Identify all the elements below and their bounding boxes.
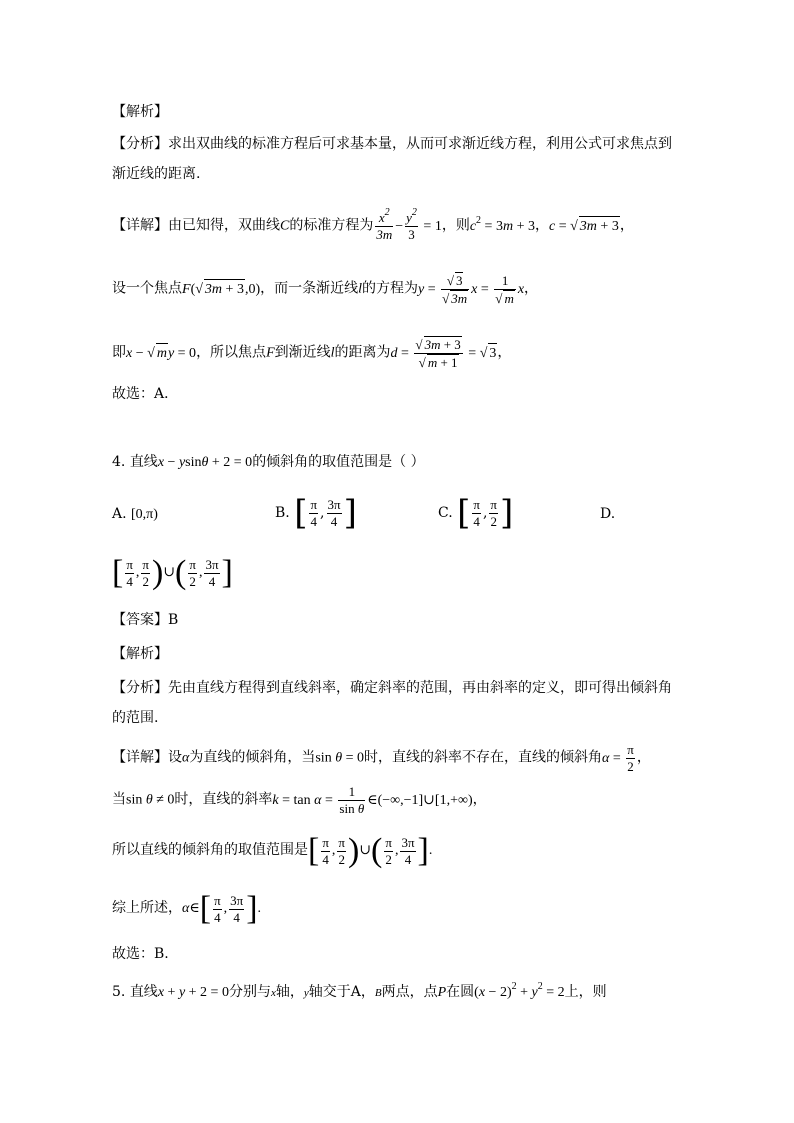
analysis-tag: 【解析】 xyxy=(112,104,168,120)
q4-detail-3: 所以直线的倾斜角的取值范围是[ $\frac{\pi}{4}$ , $\frac{\pi}{2}$ )∪( $\frac{\pi}{2}$ , $\frac{3\pi}{4}$ ]. xyxy=(112,832,433,869)
q4-detail-2: 当sin θ ≠ 0时，直线的斜率k = tan α = $\frac{1}{\text{sin θ}}$ ∈(−∞,−1]∪[1,+∞)， xyxy=(112,784,487,816)
question-5-stem: 5. 直线x + y + 2 = 0分别与x轴，y轴交于A，B两点，点P在圆$(x - 2)^2 + y^2 = 2$上，则 xyxy=(112,981,607,1000)
option-b[interactable]: B. [ $\frac{\pi}{4}$ , $\frac{3\pi}{4}$ ] xyxy=(275,493,357,533)
analysis-heading xyxy=(112,102,682,122)
option-a[interactable]: A. [0,π) xyxy=(112,506,158,522)
option-label: B. xyxy=(275,505,290,521)
fenxi-text: 先由直线方程得到直线斜率，确定斜率的范围，再由斜率的定义，即可得出倾斜角 xyxy=(168,680,672,696)
fenxi-text-cont: 的范围. xyxy=(112,710,159,726)
asymptote-general-form: x − √ my = 0 xyxy=(126,346,196,361)
q4-detail-4: 综上所述，α∈[ $\frac{\pi}{4}$ , $\frac{3\pi}{4}$ ]. xyxy=(112,890,262,927)
fenxi-tag: 【分析】 xyxy=(112,136,168,152)
fenxi-paragraph-1 xyxy=(112,134,682,154)
math-l: l xyxy=(358,281,363,297)
line-equation: x − ysinθ + 2 = 0 xyxy=(157,455,253,470)
fenxi-paragraph-2 xyxy=(112,164,682,184)
option-label: A. xyxy=(112,506,127,522)
answer-value: B xyxy=(168,612,179,628)
math-C: C xyxy=(280,218,290,234)
c-squared-equation: $c^2 = 3m + 3$ xyxy=(469,214,535,234)
option-label: C. xyxy=(438,505,453,521)
detail-text: 综上所述， xyxy=(112,900,182,917)
question-4-stem xyxy=(112,452,682,473)
detail-text: 的距离为 xyxy=(334,344,391,361)
detail-text: 设 xyxy=(168,749,182,766)
question-text: 直线 xyxy=(129,454,158,470)
detail-text: 所以直线的倾斜角的取值范围是 xyxy=(112,842,308,859)
detail-text: 时，直线的斜率不存在，直线的倾斜角 xyxy=(364,749,602,766)
math-l: l xyxy=(330,345,335,361)
detail-text: 由已知得，双曲线 xyxy=(168,217,280,234)
detail-text: 设一个焦点 xyxy=(112,280,182,297)
detail-text: 为直线的倾斜角，当 xyxy=(189,749,316,766)
detail-text: ，则 xyxy=(441,217,470,234)
question-text: 直线 xyxy=(129,984,158,1000)
answer-text: 故选：B. xyxy=(112,946,169,962)
question-text: ， xyxy=(360,984,375,1000)
analysis-tag: 【解析】 xyxy=(112,646,168,662)
question-4-options xyxy=(112,493,682,533)
fenxi-text-cont: 渐近线的距离. xyxy=(112,166,201,182)
q4-detail-1: 【详解】设α为直线的倾斜角，当sin θ = 0时，直线的斜率不存在，直线的倾斜角α = $\frac{\pi}{2}$ ， xyxy=(112,742,651,774)
detail-text: 到渐近线 xyxy=(274,344,331,361)
detail-text: 即 xyxy=(112,344,126,361)
fenxi-text: 求出双曲线的标准方程后可求基本量，从而可求渐近线方程，利用公式可求焦点到 xyxy=(168,136,672,152)
answer-row xyxy=(112,610,682,630)
c-value: c = √ 3m + 3 xyxy=(549,219,620,234)
math-F: F xyxy=(266,345,275,361)
detail-tag: 【详解】 xyxy=(112,749,168,766)
distance-formula: d = $\frac{√ 3m + 3}{√ m + 1}$ = √ 3 xyxy=(390,337,497,370)
answer-text: 故选：A． xyxy=(112,386,179,402)
detail-text: 时，直线的斜率 xyxy=(174,791,273,808)
question-text: 的倾斜角的取值范围是（ ） xyxy=(252,454,425,470)
detail-tag: 【详解】 xyxy=(112,217,168,234)
detail-text: 的方程为 xyxy=(362,280,419,297)
question-text: 轴交于 xyxy=(308,984,351,1000)
q4-fenxi-1 xyxy=(112,678,682,698)
question-text: 两点，点 xyxy=(381,984,438,1000)
question-text: 轴， xyxy=(275,984,304,1000)
answer-tag: 【答案】 xyxy=(112,612,168,628)
detail-text: 的标准方程为 xyxy=(289,217,374,234)
answer-line-1 xyxy=(112,384,682,404)
fenxi-tag: 【分析】 xyxy=(112,680,168,696)
question-text: 上，则 xyxy=(564,984,607,1000)
detail-line-1: 【详解】由已知得，双曲线C的标准方程为 $\frac{x^2}{3m}$ − $\frac{y^2}{3}$ = 1，则$c^2 = 3m + 3$，c = √ 3m + 3， xyxy=(112,207,634,242)
hyperbola-equation: $\frac{x^2}{3m}$ − $\frac{y^2}{3}$ = 1 xyxy=(376,207,442,242)
option-c[interactable]: C. [ $\frac{\pi}{4}$ , $\frac{\pi}{2}$ ] xyxy=(438,493,514,533)
answer-line-q4 xyxy=(112,944,682,964)
option-d-value: [ $\frac{\pi}{4}$ , $\frac{\pi}{2}$ )∪( $\frac{\pi}{2}$ , $\frac{3\pi}{4}$ ] xyxy=(112,554,233,591)
detail-text: ，所以焦点 xyxy=(196,344,267,361)
question-number: 4. xyxy=(112,454,126,470)
option-label: D. xyxy=(600,506,616,522)
question-number: 5. xyxy=(112,984,126,1000)
question-text: 分别与 xyxy=(228,984,271,1000)
question-text: 在圆 xyxy=(446,984,475,1000)
detail-line-2: 设一个焦点F(√ 3m + 3,0)，而一条渐近线l的方程为y = $\frac{√ 3}{√ 3m}$ x = $\frac{1}{√ m}$ x， xyxy=(112,272,539,306)
detail-line-3: 即x − √ my = 0，所以焦点F到渐近线l的距离为d = $\frac{√ 3m + 3}{√ m + 1}$ = √ 3， xyxy=(112,337,512,370)
option-d[interactable] xyxy=(600,504,615,524)
q4-fenxi-2 xyxy=(112,708,682,728)
asymptote-equation: y = $\frac{√ 3}{√ 3m}$ x = $\frac{1}{√ m}$ x xyxy=(418,272,525,306)
detail-text: ，而一条渐近线 xyxy=(260,280,359,297)
detail-text: 当 xyxy=(112,791,126,808)
analysis-heading-q4 xyxy=(112,644,682,664)
focus-point: F(√ 3m + 3,0) xyxy=(182,282,260,297)
